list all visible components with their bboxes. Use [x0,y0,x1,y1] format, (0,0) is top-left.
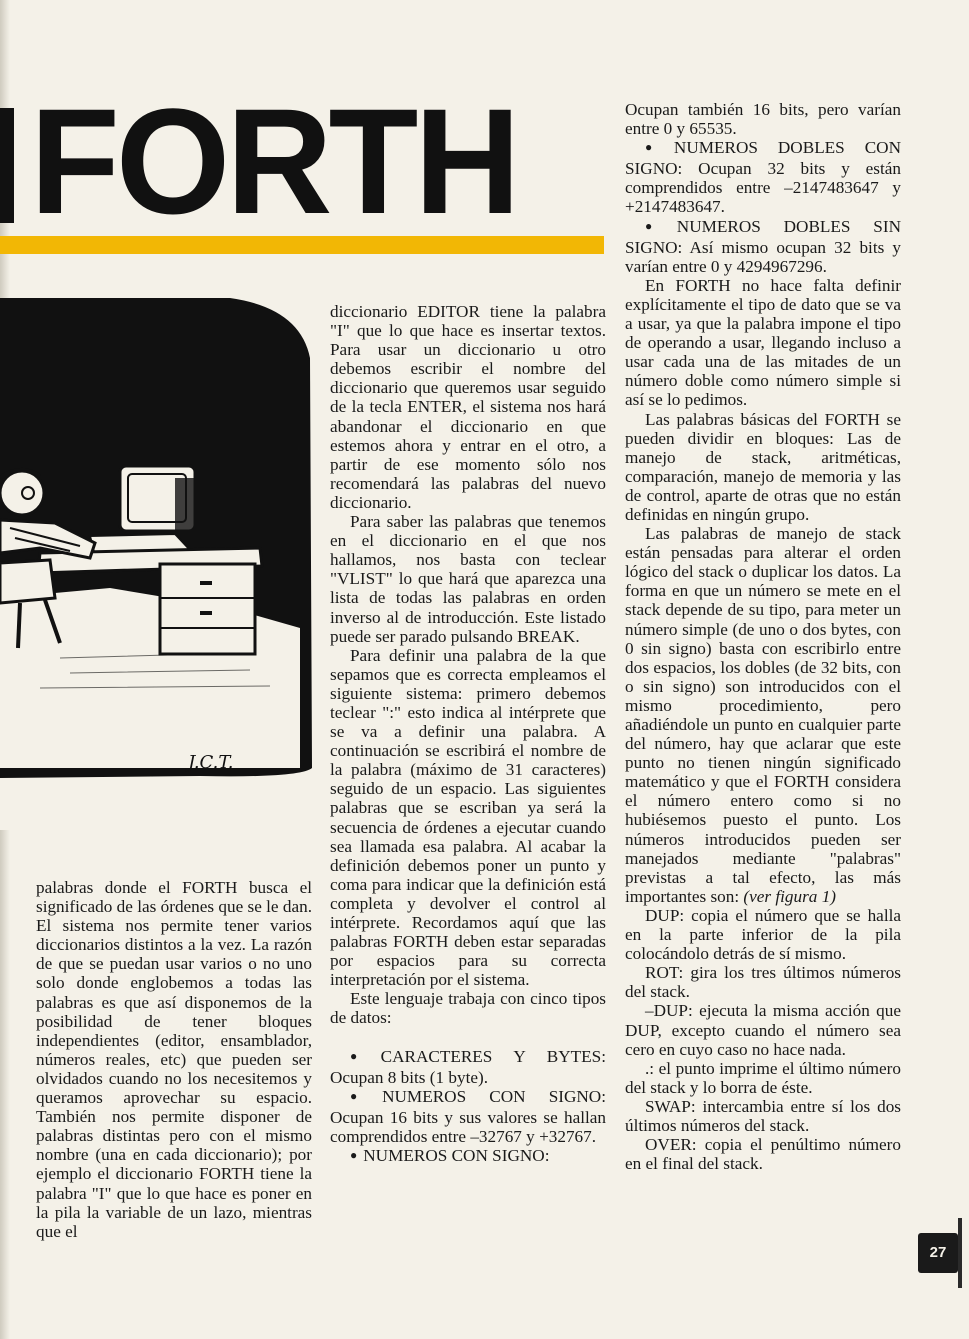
left-column [36,878,312,1241]
right-paragraph-1: En FORTH no hace falta definir explícitamente el tipo de dato que se va a usar, ya que la palabra impone el tipo de operando a usar, llegando incluso a usar cada una de las mitades de un número doble como número simple si así se lo pedimos. [625,275,901,410]
data-type-bullet-1: ● CARACTERES Y BYTES: Ocupan 8 bits (1 byte). [330,1047,606,1087]
word-dot: .: el punto imprime el último número del stack y lo borra de éste. [625,1058,901,1097]
mid-paragraph-2: Para saber las palabras que tenemos en el diccionario en el que nos hallamos, nos basta con teclear "VLIST" lo que hará que aparezca una lista de todas las palabras en orden inverso al de introducción. Este listado puede ser parado pulsando BREAK. [330,512,606,646]
mid-paragraph-3: Para definir una palabra de la que sepamos que es correcta empleamos el siguiente sistema: primero debemos teclear ":" esto indica al intérprete que se va a definir una palabra. A continuación se escribirá el nombre de la palabra (máximo de 31 caracteres) seguido de un espacio. Las siguientes palabras que se escriban ya será la secuencia de órdenes a ejecutar cuando sea llamada esa palabra. Al acabar la definición debemos poner un punto y coma para indicar que la definición está completa y devolver el control al intérprete. Recordamos aquí que las palabras FORTH deben estar separadas por espacios para su correcta interpretación por el sistema. [330,645,606,990]
right-lead: Ocupan también 16 bits, pero varían entre 0 y 65535. [625,100,901,139]
middle-column [330,302,606,1167]
data-type-bullet-2: ● NUMEROS CON SIGNO: Ocupan 16 bits y sus valores se hallan comprendidos entre –32767 y +32767. [330,1087,606,1146]
stack-intro-text: Las palabras de manejo de stack están pensadas para alterar el orden lógico del stack o duplicar los datos. La forma en que un número se mete en el stack depende de su tipo, para meter un número simple (de uno o dos bytes, con 0 sin signo) basta con escribirlo entre dos espacios, los dobles (de 32 bits, con o sin signo) son introducidos con el mismo procedimiento, pero añadiéndole un punto en cualquier parte del número, hay que aclarar que este punto no tienen ningún significado matemático y que el FORTH considera el número entero como si no hubiésemos puesto el punto. Los números introducidos pueden ser manejados mediante "palabras" previstas a tal efecto, las más importantes son: [625,524,901,906]
data-type-bullet-5: ● NUMEROS DOBLES SIN SIGNO: Así mismo ocupan 32 bits y varían entre 0 y 4294967296. [625,217,901,276]
data-type-bullet-4: ● NUMEROS DOBLES CON SIGNO: Ocupan 32 bits y están comprendidos entre –2147483647 y +2147483647. [625,138,901,216]
page-title [0,92,600,230]
right-paragraph-2: Las palabras básicas del FORTH se pueden dividir en bloques: Las de manejo de stack, aritméticas, comparación, manejo de memoria y las de control, aparte de otras que no están definidas en ningún grupo. [625,409,901,524]
word-over: OVER: copia el penúltimo número en el final del stack. [625,1135,901,1174]
cartoon-illustration [0,298,312,830]
word-minus-dup: –DUP: ejecuta la misma acción que DUP, excepto cuando el número sea cero en cuyo caso no hace nada. [625,1001,901,1059]
mid-paragraph-4: Este lenguaje trabaja con cinco tipos de datos: [330,989,606,1028]
title-text: FORTH [30,92,517,230]
right-paragraph-3 [625,524,901,906]
mid-paragraph-1: diccionario EDITOR tiene la palabra "I" que lo que hace es insertar textos. Para usar un diccionario u otro debemos escribir el nombre del diccionario que queremos usar seguido de la tecla ENTER, el sistema nos hará abandonar el diccionario en que estemos ahora y entrar en el otro, a partir de ese momento sólo nos recomendará las palabras del nuevo diccionario. [330,302,606,512]
word-rot: ROT: gira los tres últimos números del stack. [625,963,901,1002]
title-underline-bar [0,236,604,254]
left-paragraph: palabras donde el FORTH busca el significado de las órdenes que se le dan. El sistema nos permite tener varios diccionarios distintos a la vez. La razón de que se puedan usar varios o no uno solo donde englobemos a todas las palabras es que así disponemos de la posibilidad de tener bloques independientes (editor, ensamblador, números reales, etc) que pueden ser olvidados cuando no los necesitemos y queramos aprovechar su espacio. También nos permite disponer de palabras distintas pero con el mismo nombre (una en cada diccionario); por ejemplo el diccionario FORTH tiene la palabra "I" que lo que hace es poner en la pila la variable de un lazo, mientras que el [36,878,312,1241]
data-type-bullet-3: ● NUMEROS CON SIGNO: [330,1146,606,1167]
word-swap: SWAP: intercambia entre sí los dos últimos números del stack. [625,1096,901,1135]
figure-reference: (ver figura 1) [743,886,837,906]
computer-user-drawing [0,298,312,830]
right-column [625,100,901,1173]
page-number: 27 [918,1233,958,1273]
page-edge-marker [958,1218,962,1288]
artist-signature: J.C.T. [188,752,234,773]
word-dup: DUP: copia el número que se halla en la parte inferior de la pila colocándolo detrás de sí mismo. [625,905,901,964]
